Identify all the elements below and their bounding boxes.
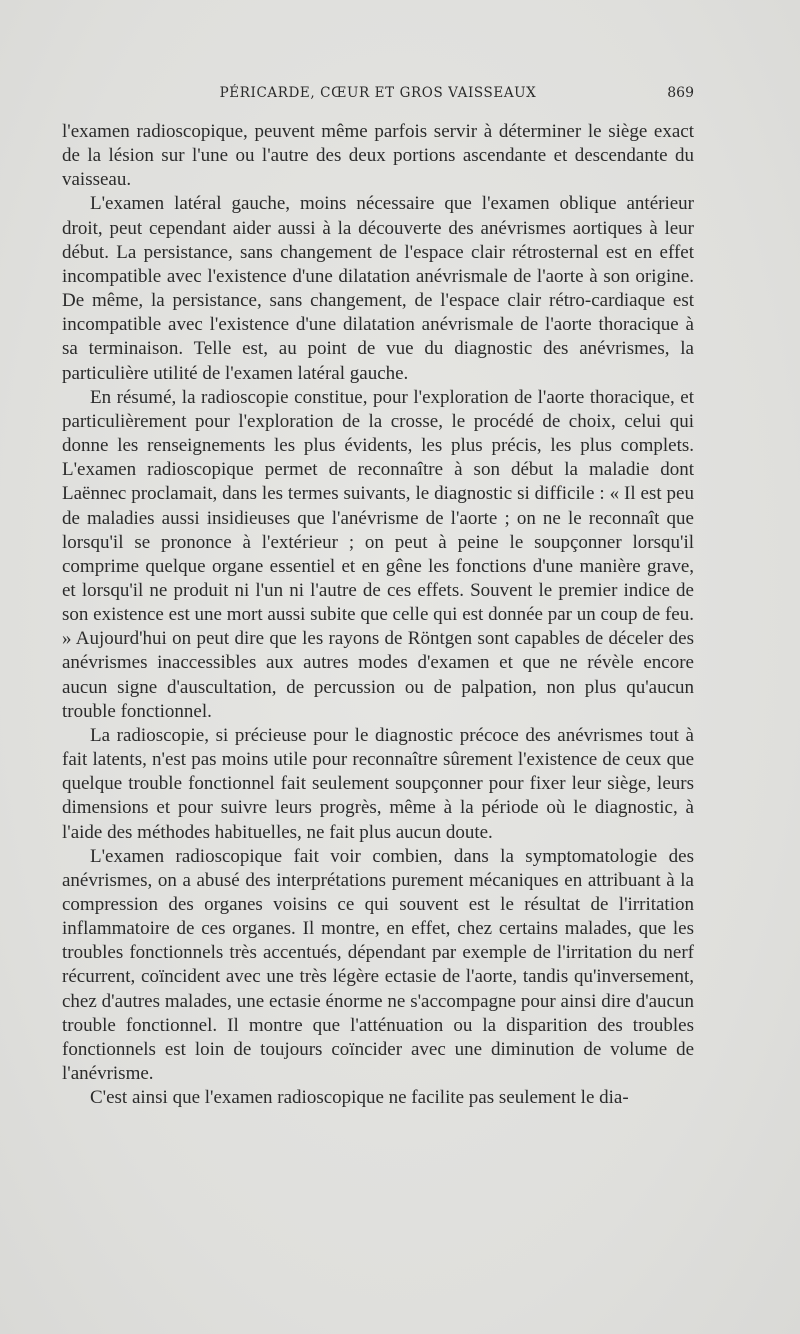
page-header	[62, 85, 694, 107]
paragraph: La radioscopie, si précieuse pour le diagnostic précoce des anévrismes tout à fait latents, n'est pas moins utile pour reconnaître sûrement l'existence de ceux que quelque trouble fonctionnel fait seulement soupçonner pour fixer leur siège, leurs dimensions et pour suivre leurs progrès, même à la période où le diagnostic, à l'aide des méthodes habituelles, ne fait plus aucun doute.	[62, 724, 694, 843]
paragraph: L'examen latéral gauche, moins nécessaire que l'examen oblique antérieur droit, peut cependant aider aussi à la découverte des anévrismes aortiques à leur début. La persistance, sans changement de l'espace clair rétrosternal est en effet incompatible avec l'existence d'une dilatation anévrismale de l'aorte à son origine. De même, la persistance, sans changement, de l'espace clair rétro-cardiaque est incompatible avec l'existence d'une dilatation anévrismale de l'aorte thoracique à sa terminaison. Telle est, au point de vue du diagnostic des anévrismes, la particulière utilité de l'examen latéral gauche.	[62, 193, 694, 384]
page-number: 869	[667, 85, 694, 101]
running-title: PÉRICARDE, CŒUR ET GROS VAISSEAUX	[219, 85, 537, 101]
paragraph: L'examen radioscopique fait voir combien, dans la symptomatologie des anévrismes, on a abusé des interprétations purement mécaniques en attribuant à la compression des organes voisins ce qui souvent est le résultat de l'irritation inflammatoire de ces organes. Il montre, en effet, chez certains malades, que les troubles fonctionnels très accentués, dépendant par exemple de l'irritation du nerf récurrent, coïncident avec une très légère ectasie de l'aorte, tandis qu'inversement, chez d'autres malades, une ectasie énorme ne s'accompagne pour ainsi dire d'aucun trouble fonctionnel. Il montre que l'atténuation ou la disparition des troubles fonctionnels est loin de toujours coïncider avec une diminution de volume de l'anévrisme.	[62, 845, 694, 1085]
paragraph: l'examen radioscopique, peuvent même parfois servir à déterminer le siège exact de la lésion sur l'une ou l'autre des deux portions ascendante et descendante du vaisseau.	[62, 121, 694, 191]
paragraph: C'est ainsi que l'examen radioscopique ne facilite pas seulement le dia-	[90, 1087, 629, 1109]
body-text	[62, 120, 694, 1110]
paragraph: En résumé, la radioscopie constitue, pour l'exploration de l'aorte thoracique, et particulièrement pour l'exploration de la crosse, le procédé de choix, celui qui donne les renseignements les plus évidents, les plus précis, les plus complets. L'examen radioscopique permet de reconnaître à son début la maladie dont Laënnec proclamait, dans les termes suivants, le diagnostic si difficile : « Il est peu de maladies aussi insidieuses que l'anévrisme de l'aorte ; on ne le reconnaît que lorsqu'il se prononce à l'extérieur ; on peut à peine le soupçonner lorsqu'il comprime quelque organe essentiel et en gêne les fonctions d'une manière grave, et lorsqu'il ne produit ni l'un ni l'autre de ces effets. Souvent le premier indice de son existence est une mort aussi subite que celle qui est donnée par un coup de feu. » Aujourd'hui on peut dire que les rayons de Röntgen sont capables de déceler des anévrismes inaccessibles aux autres modes d'examen et que ne révèle encore aucun signe d'auscultation, de percussion ou de palpation, non plus qu'aucun trouble fonctionnel.	[62, 386, 694, 722]
